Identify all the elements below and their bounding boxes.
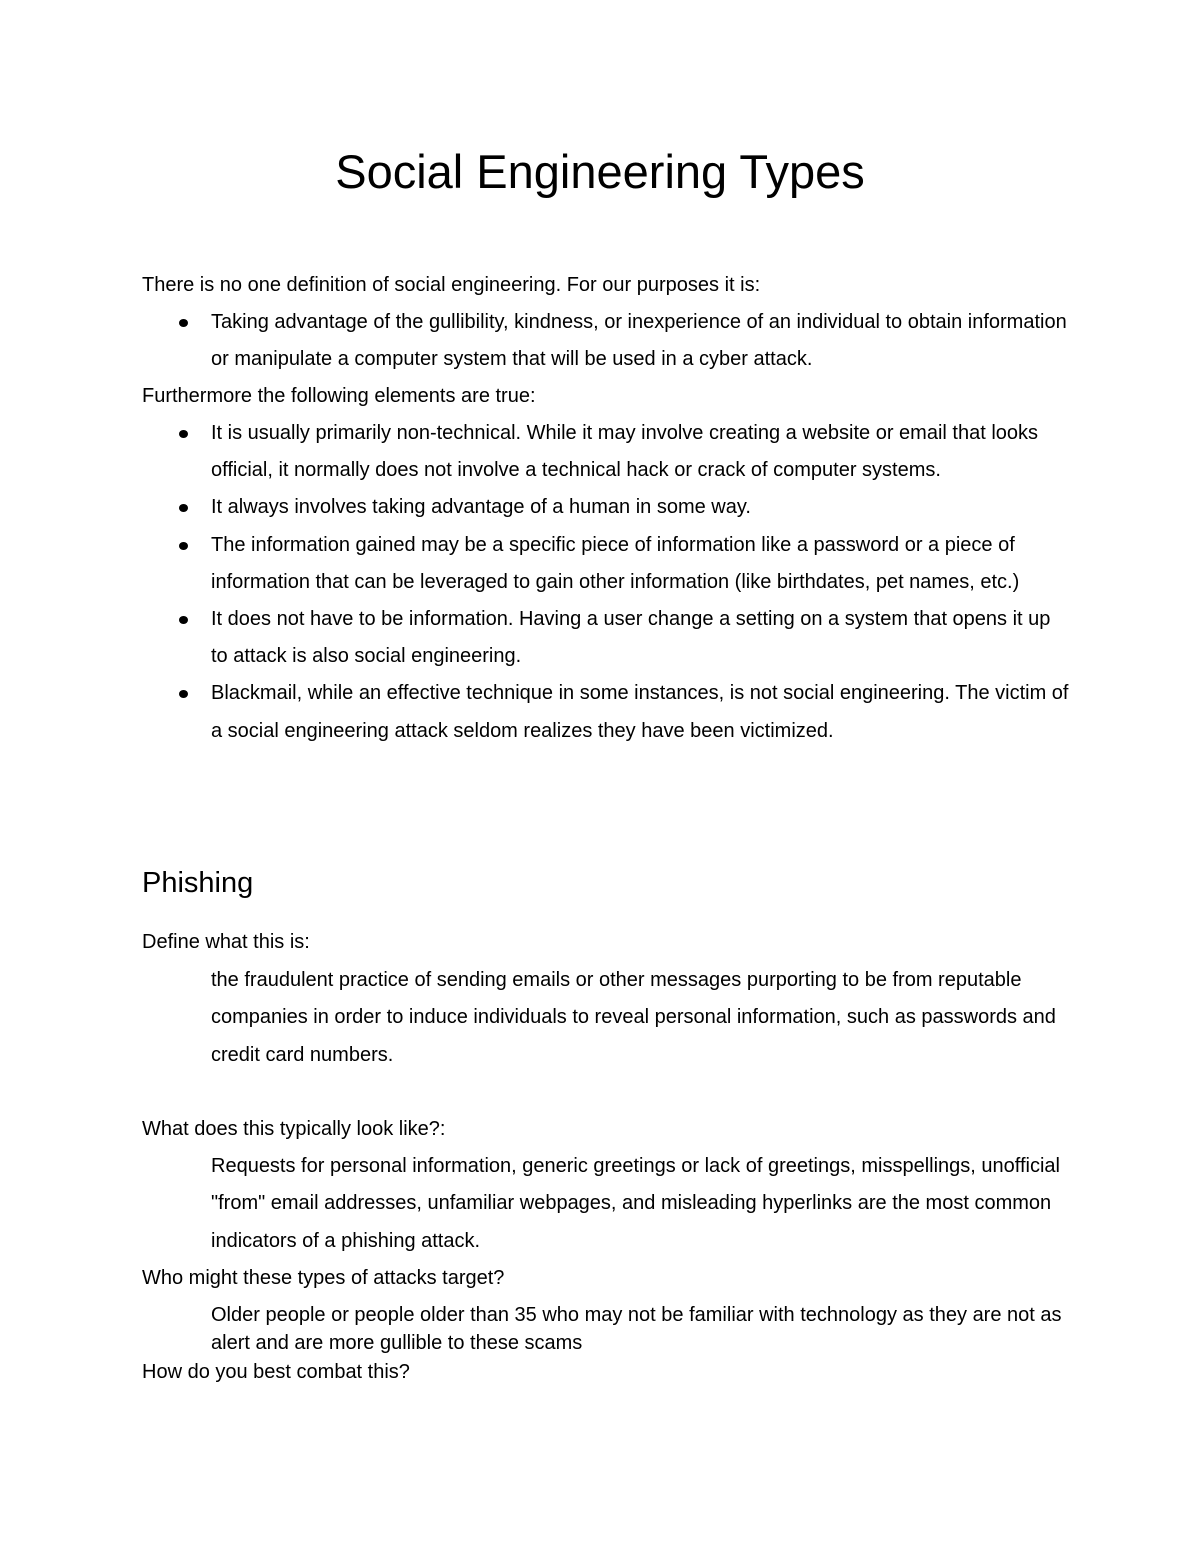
target-answer: Older people or people older than 35 who may not be familiar with technology as they are not as alert and are more gullible to these scams: [211, 1304, 1062, 1354]
list-item: [142, 489, 1072, 526]
list-item: [142, 415, 1072, 489]
list-item: [142, 304, 1072, 378]
elements-list: [142, 415, 1072, 750]
list-item-text: It is usually primarily non-technical. While it may involve creating a website or email that looks official, it normally does not involve a technical hack or crack of computer systems.: [211, 422, 1039, 482]
bullet-icon: [179, 319, 188, 327]
definition-list: [142, 304, 1072, 378]
intro-text: There is no one definition of social engineering. For our purposes it is:: [142, 274, 761, 296]
list-item-text: It does not have to be information. Having a user change a setting on a system that opens it up to attack is also social engineering.: [211, 608, 1051, 668]
define-label: Define what this is:: [142, 931, 310, 953]
combat-label: How do you best combat this?: [142, 1361, 410, 1383]
bullet-icon: [179, 616, 188, 624]
list-item: [142, 527, 1072, 601]
look-label: What does this typically look like?:: [142, 1118, 446, 1140]
list-item: [142, 675, 1072, 749]
bullet-icon: [179, 542, 188, 550]
list-item-text: Taking advantage of the gullibility, kindness, or inexperience of an individual to obtain information or manipulate a computer system that will be used in a cyber attack.: [211, 311, 1067, 371]
bullet-icon: [179, 430, 188, 438]
list-item-text: The information gained may be a specific piece of information like a password or a piece of information that can be leveraged to gain other information (like birthdates, pet names, etc.): [211, 533, 1020, 593]
bullet-icon: [179, 504, 188, 512]
document-title: Social Engineering Types: [335, 145, 865, 198]
furthermore-text: Furthermore the following elements are true:: [142, 385, 536, 407]
target-label: Who might these types of attacks target?: [142, 1267, 505, 1289]
list-item-text: It always involves taking advantage of a human in some way.: [211, 496, 751, 519]
phishing-heading: Phishing: [142, 867, 254, 899]
list-item: [142, 601, 1072, 675]
list-item-text: Blackmail, while an effective technique in some instances, is not social engineering. The victim of a social engineering attack seldom realizes they have been victimized.: [211, 682, 1069, 742]
look-answer: Requests for personal information, generic greetings or lack of greetings, misspellings, unofficial "from" email addresses, unfamiliar webpages, and misleading hyperlinks are the most common indicators of a phishing attack.: [211, 1155, 1060, 1252]
define-answer: the fraudulent practice of sending emails or other messages purporting to be from reputable companies in order to induce individuals to reveal personal information, such as passwords and credit card numbers.: [211, 969, 1056, 1066]
bullet-icon: [179, 690, 188, 698]
